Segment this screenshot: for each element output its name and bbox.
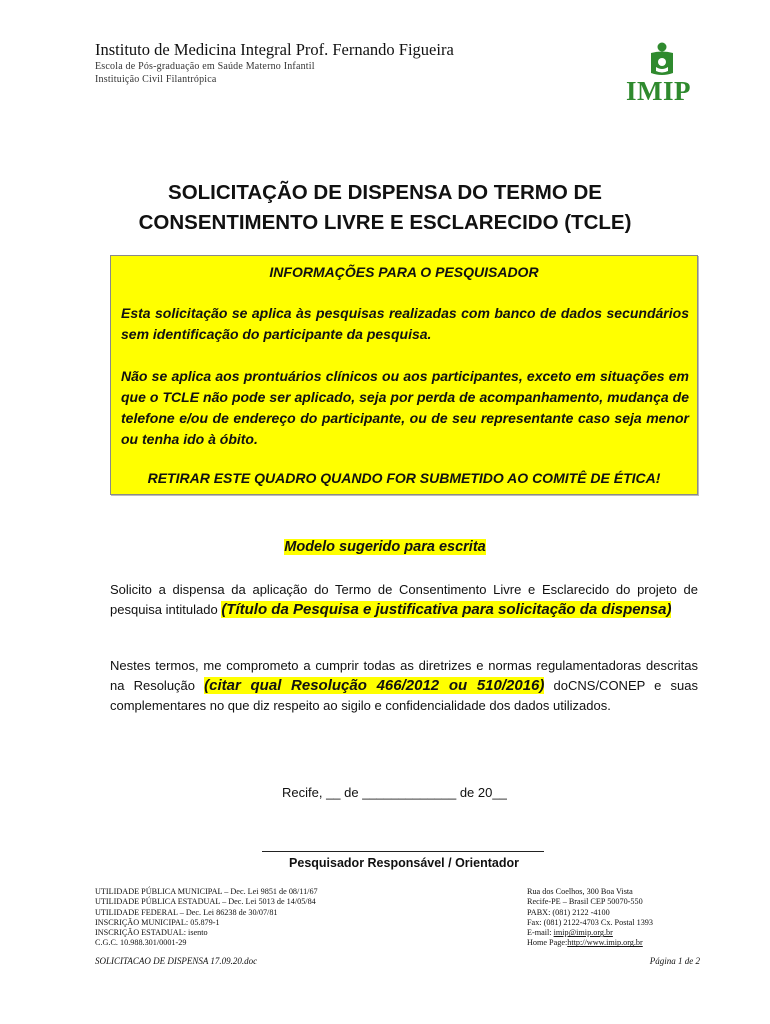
footer-contact-info — [527, 887, 653, 949]
institution-name: Instituto de Medicina Integral Prof. Fernando Figueira — [95, 40, 454, 59]
school-name: Escola de Pós-graduação em Saúde Materno Infantil — [95, 61, 315, 72]
footer-legal-line: UTILIDADE FEDERAL – Dec. Lei 86238 de 30/07/81 — [95, 907, 278, 917]
footer-legal-line: INSCRIÇÃO MUNICIPAL: 05.879-1 — [95, 917, 220, 927]
info-box-paragraph-2: Não se aplica aos prontuários clínicos ou aos participantes, exceto em situações em que o TCLE não pode ser aplicado, seja por perda de acompanhamento, mudança de telefone e/ou de endereço do participante, ou de seu representante caso seja menor ou tenha ido à óbito. — [121, 368, 689, 447]
footer-email-row — [527, 928, 653, 938]
commitment-text-b: doCNS/CONEP e suas complementares no que diz respeito ao sigilo e confidencialidade dos dados utilizados. — [110, 678, 698, 713]
footer-homepage-row — [527, 938, 653, 948]
request-paragraph — [110, 580, 698, 620]
commitment-text-a: Nestes termos, me comprometo a cumprir todas as diretrizes e normas regulamentadoras descritas na Resolução — [110, 658, 698, 693]
document-filename: SOLICITACAO DE DISPENSA 17.09.20.doc — [95, 956, 258, 966]
logo-text: IMIP — [626, 76, 691, 106]
model-label-wrap — [0, 539, 770, 555]
researcher-info-box — [110, 255, 698, 495]
footer-legal-line: UTILIDADE PÚBLICA ESTADUAL – Dec. Lei 5013 de 14/05/84 — [95, 897, 316, 907]
info-box-heading: INFORMAÇÕES PARA O PESQUISADOR — [269, 264, 539, 280]
homepage-link[interactable]: http://www.imip.org.br — [567, 938, 643, 948]
request-text: Solicito a dispensa da aplicação do Termo de Consentimento Livre e Esclarecido do projeto de pesquisa intitulado — [110, 582, 698, 617]
research-title-placeholder: (Título da Pesquisa e justificativa para solicitação da dispensa) — [221, 601, 672, 618]
commitment-paragraph — [110, 656, 698, 716]
footer-legal-line: C.G.C. 10.988.301/0001-29 — [95, 938, 187, 948]
email-label: E-mail: — [527, 928, 554, 938]
date-line: Recife, __ de _____________ de 20__ — [282, 785, 507, 800]
model-label: Modelo sugerido para escrita — [284, 539, 486, 555]
footer-legal-info — [95, 887, 318, 949]
title-line-2: CONSENTIMENTO LIVRE E ESCLARECIDO (TCLE) — [138, 211, 632, 234]
resolution-placeholder: (citar qual Resolução 466/2012 ou 510/2016) — [204, 677, 545, 694]
page-number: Página 1 de 2 — [649, 956, 700, 966]
entity-type: Instituição Civil Filantrópica — [95, 74, 217, 85]
info-box-paragraph-1: Esta solicitação se aplica às pesquisas realizadas com banco de dados secundários sem identificação do participante da pesquisa. — [121, 305, 689, 342]
title-line-1: SOLICITAÇÃO DE DISPENSA DO TERMO DE — [168, 181, 602, 204]
email-link[interactable]: imip@imip.org.br — [553, 928, 613, 938]
footer-phone: PABX: (081) 2122 -4100 — [527, 907, 610, 917]
signature-line — [262, 851, 544, 852]
footer-city: Recife-PE – Brasil CEP 50070-550 — [527, 897, 643, 907]
footer-legal-line: UTILIDADE PÚBLICA MUNICIPAL – Dec. Lei 9851 de 08/11/67 — [95, 887, 318, 896]
homepage-label: Home Page: — [527, 938, 568, 948]
footer-legal-line: INSCRIÇÃO ESTADUAL: isento — [95, 928, 208, 938]
document-title — [60, 178, 710, 238]
signature-label: Pesquisador Responsável / Orientador — [289, 856, 519, 870]
info-box-warning: RETIRAR ESTE QUADRO QUANDO FOR SUBMETIDO AO COMITÊ DE ÉTICA! — [147, 470, 661, 486]
footer-address: Rua dos Coelhos, 300 Boa Vista — [527, 887, 633, 896]
footer-fax: Fax: (081) 2122-4703 Cx. Postal 1393 — [527, 917, 653, 927]
